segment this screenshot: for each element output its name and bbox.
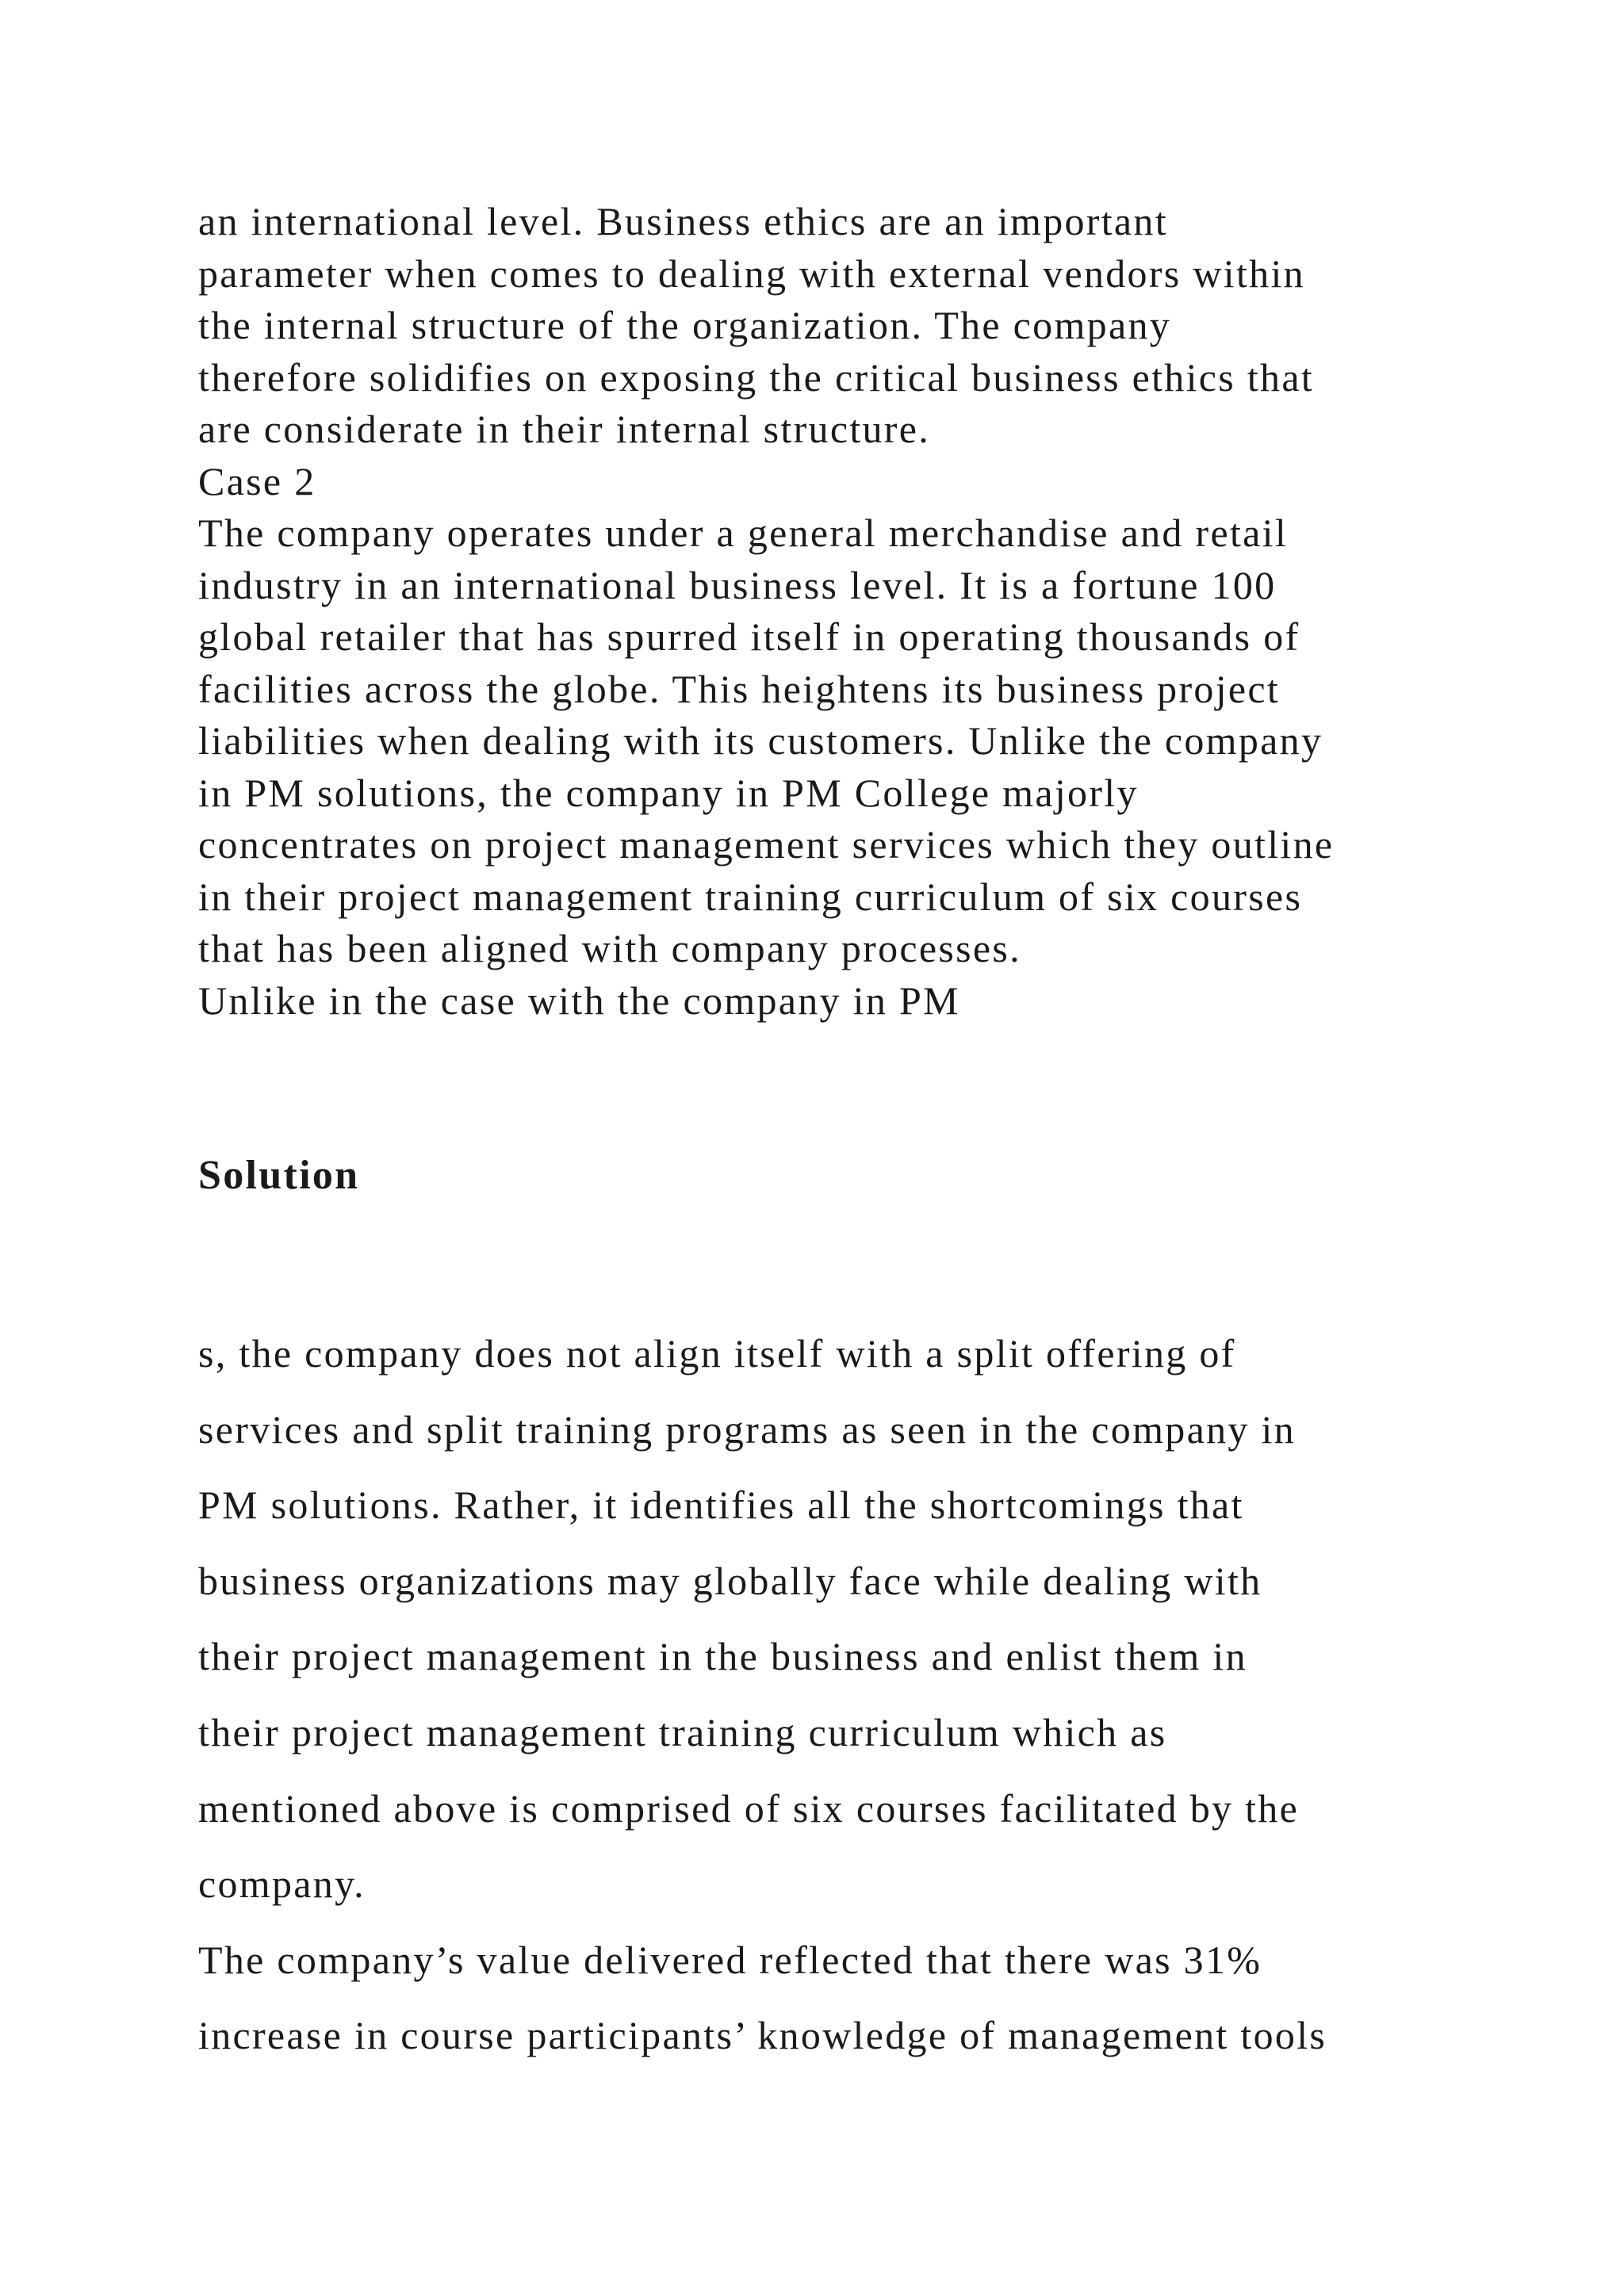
text-line: The company’s value delivered reflected that there was 31%: [198, 1937, 1262, 1982]
text-line: concentrates on project management services which they outline: [198, 822, 1335, 867]
text-line: are considerate in their internal structure.: [198, 407, 931, 451]
text-line: that has been aligned with company processes.: [198, 926, 1021, 970]
text-line: parameter when comes to dealing with external vendors within: [198, 251, 1305, 296]
solution-heading: Solution: [198, 1153, 360, 1198]
case-2-label: Case 2: [198, 458, 316, 503]
text-line: company.: [198, 1862, 366, 1907]
text-line: increase in course participants’ knowledge of management tools: [198, 2013, 1327, 2058]
text-line: liabilities when dealing with its customers. Unlike the company: [198, 718, 1323, 763]
text-line: therefore solidifies on exposing the critical business ethics that: [198, 354, 1315, 400]
text-line: facilities across the globe. This heightens its business project: [198, 666, 1281, 711]
text-line: PM solutions. Rather, it identifies all the shortcomings that: [198, 1483, 1244, 1528]
text-line: global retailer that has spurred itself in operating thousands of: [198, 614, 1300, 659]
text-line: mentioned above is comprised of six courses facilitated by the: [198, 1785, 1300, 1831]
text-line: an international level. Business ethics are an important: [198, 199, 1168, 243]
text-line: in their project management training curriculum of six courses: [198, 874, 1303, 919]
text-line: their project management in the business and enlist them in: [198, 1634, 1247, 1679]
text-line: in PM solutions, the company in PM College majorly: [198, 770, 1139, 815]
text-line: the internal structure of the organization. The company: [198, 303, 1172, 347]
intro-paragraphs: [198, 196, 1499, 1027]
text-line: s, the company does not align itself with a split offering of: [198, 1331, 1236, 1376]
text-line: business organizations may globally face while dealing with: [198, 1558, 1262, 1603]
text-line: industry in an international business level. It is a fortune 100: [198, 562, 1277, 607]
text-line: services and split training programs as seen in the company in: [198, 1406, 1296, 1452]
solution-paragraphs: [198, 1316, 1499, 2074]
text-line: The company operates under a general merchandise and retail: [198, 511, 1289, 555]
text-line: their project management training curriculum which as: [198, 1709, 1167, 1755]
text-line: Unlike in the case with the company in PM: [198, 978, 960, 1023]
